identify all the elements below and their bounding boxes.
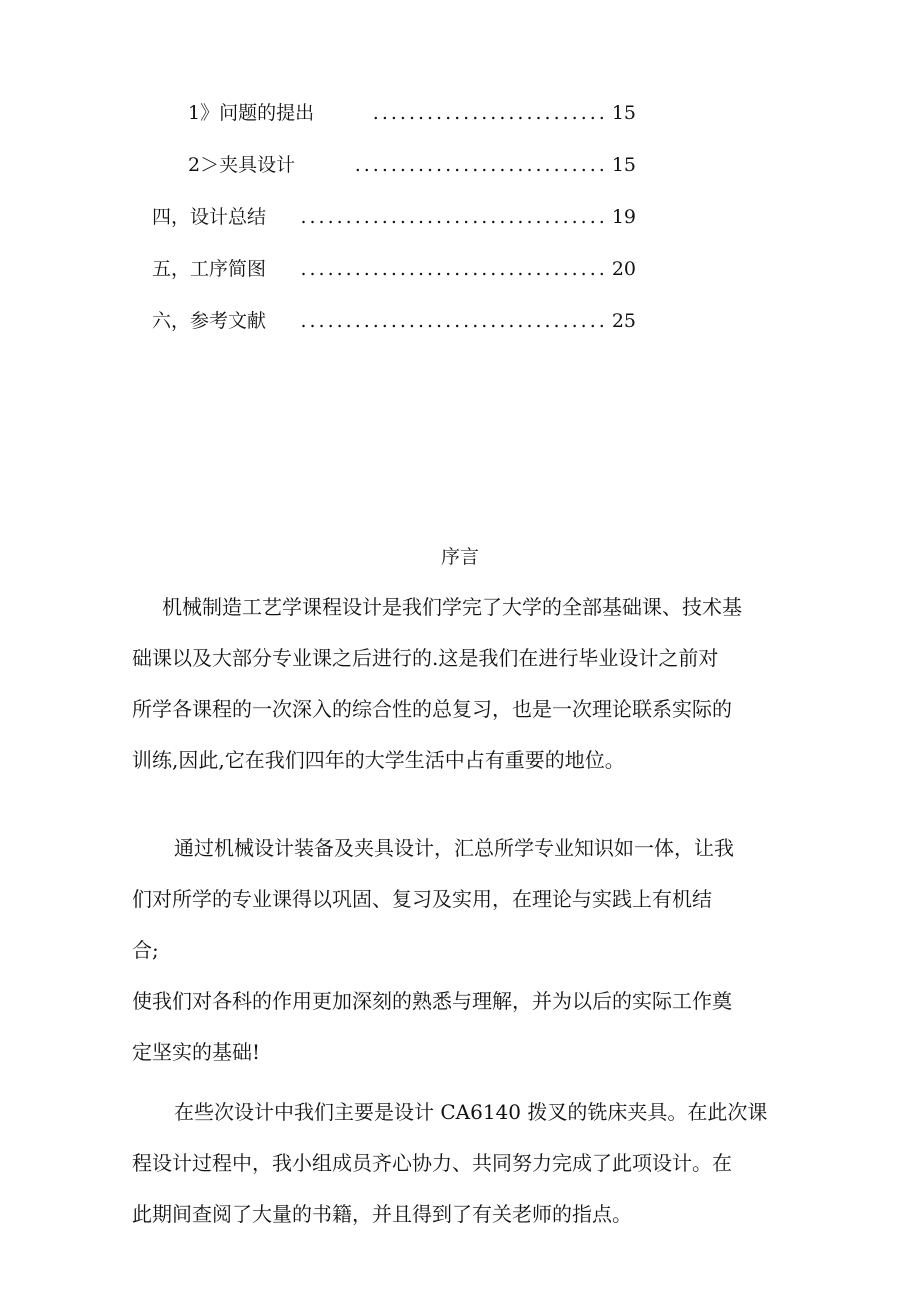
toc-page-number: 25 [611, 310, 636, 332]
preface-paragraph-2 [132, 823, 798, 1078]
toc-leader-dots: .................................. [300, 310, 608, 332]
paragraph-line: 程设计过程中，我小组成员齐心协力、共同努力完成了此项设计。在 [132, 1151, 732, 1175]
toc-entry[interactable] [152, 202, 636, 232]
toc-entry-label: 六，参考文献 [152, 310, 267, 332]
paragraph-line: 础课以及大部分专业课之后进行的.这是我们在进行毕业设计之前对 [132, 646, 719, 670]
toc-page-number: 15 [611, 154, 636, 176]
toc-leader-dots: .......................... [372, 102, 608, 124]
toc-entry[interactable] [152, 254, 636, 284]
toc-page-number: 20 [611, 258, 636, 280]
toc-entry[interactable] [152, 306, 636, 336]
toc-entry-label: 四，设计总结 [152, 206, 267, 228]
paragraph-line: 定坚实的基础! [132, 1040, 261, 1064]
paragraph-line: 合; [132, 938, 159, 962]
toc-entry[interactable] [188, 98, 636, 128]
preface-paragraph-3 [132, 1087, 798, 1240]
toc-leader-dots: .................................. [300, 206, 608, 228]
preface-paragraph-1 [132, 582, 798, 786]
toc-entry-label: 2＞夹具设计 [188, 154, 296, 176]
toc-page-number: 19 [611, 206, 636, 228]
paragraph-line: 训练,因此,它在我们四年的大学生活中占有重要的地位。 [132, 748, 625, 772]
toc-entry-label: 五，工序简图 [152, 258, 267, 280]
toc-leader-dots: .................................. [300, 258, 608, 280]
toc-page-number: 15 [611, 102, 636, 124]
preface-title: 序言 [440, 546, 479, 568]
paragraph-line: 此期间查阅了大量的书籍，并且得到了有关老师的指点。 [132, 1202, 632, 1226]
toc-entry[interactable] [188, 150, 636, 180]
paragraph-line: 通过机械设计装备及夹具设计，汇总所学专业知识如一体，让我 [174, 836, 734, 860]
paragraph-line: 使我们对各科的作用更加深刻的熟悉与理解，并为以后的实际工作奠 [132, 989, 732, 1013]
paragraph-line: 在些次设计中我们主要是设计 CA6140 拨叉的铣床夹具。在此次课 [174, 1100, 768, 1124]
paragraph-line: 机械制造工艺学课程设计是我们学完了大学的全部基础课、技术基 [162, 595, 742, 619]
paragraph-line: 所学各课程的一次深入的综合性的总复习，也是一次理论联系实际的 [132, 697, 732, 721]
toc-leader-dots: ............................ [354, 154, 608, 176]
paragraph-line: 们对所学的专业课得以巩固、复习及实用，在理论与实践上有机结 [132, 887, 712, 911]
toc-entry-label: 1》问题的提出 [188, 102, 315, 124]
